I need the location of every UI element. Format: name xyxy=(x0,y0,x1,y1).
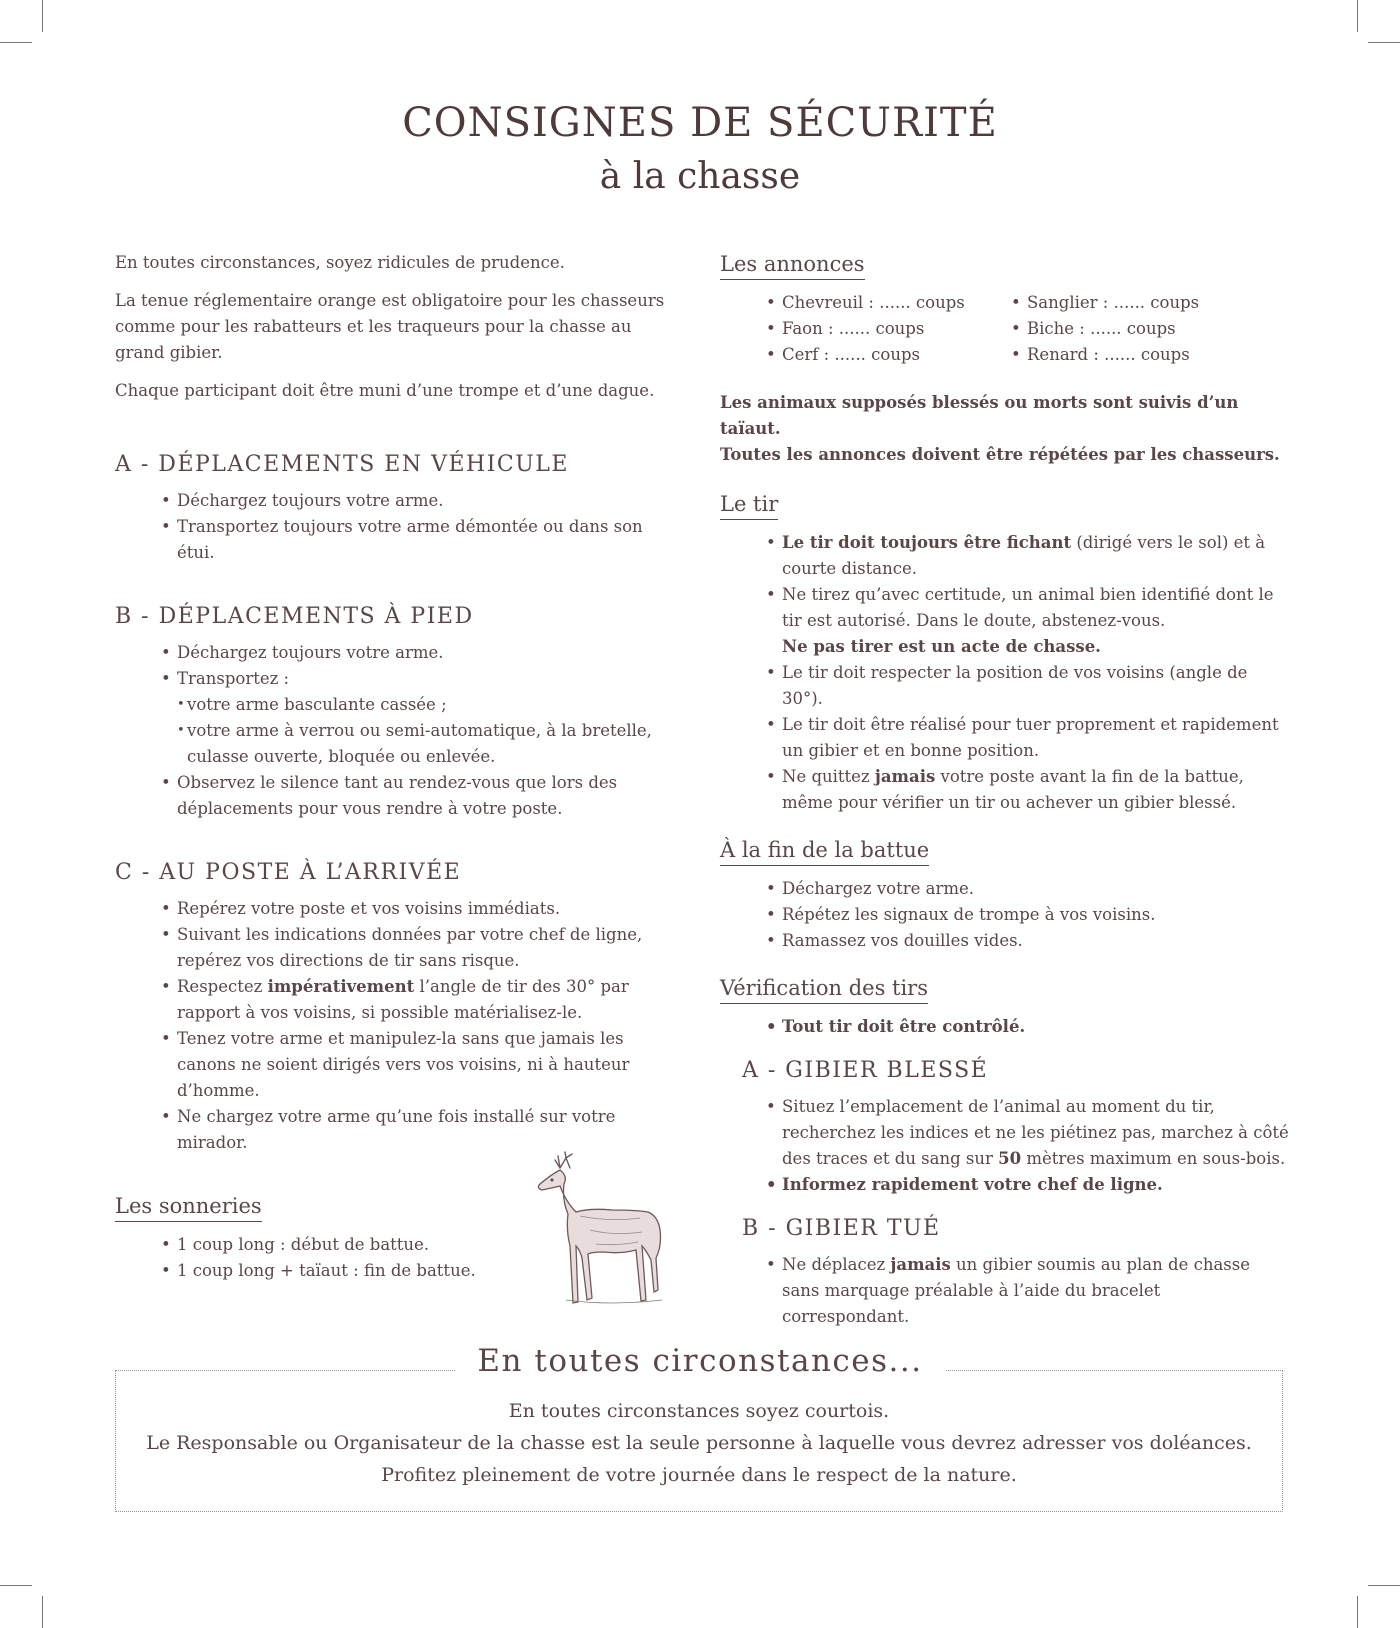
footer-line: Le Responsable ou Organisateur de la chasse est la seule personne à laquelle vous devrez adresser vos doléances. xyxy=(146,1432,1252,1454)
text-run-bold: 50 xyxy=(998,1149,1022,1168)
list-item xyxy=(160,974,685,1026)
intro xyxy=(115,250,685,404)
section-c-heading: C - AU POSTE À L’ARRIVÉE xyxy=(115,860,462,885)
list-item: • 1 coup long + taïaut : fin de battue. xyxy=(160,1258,685,1284)
list-item: • Déchargez toujours votre arme. xyxy=(160,488,685,514)
text-run: mètres maximum en sous-bois. xyxy=(1021,1149,1286,1168)
annonces-notes xyxy=(720,390,1290,468)
title-line2: à la chasse xyxy=(599,156,801,197)
sub-list xyxy=(177,692,685,770)
list-item: • 1 coup long : début de battue. xyxy=(160,1232,685,1258)
intro-paragraph: Chaque participant doit être muni d’une trompe et d’une dague. xyxy=(115,381,655,400)
footer-title-text: En toutes circonstances... xyxy=(455,1343,944,1379)
list-item: • Chevreuil : ...... coups xyxy=(765,290,1010,316)
section-a-heading: A - DÉPLACEMENTS EN VÉHICULE xyxy=(115,452,569,477)
title-line1: CONSIGNES DE SÉCURITÉ xyxy=(402,100,998,146)
annonces-col2 xyxy=(1010,290,1199,368)
tir-list xyxy=(720,530,1290,816)
crop-mark xyxy=(42,0,43,32)
section-b-list xyxy=(115,640,685,822)
deer-illustration xyxy=(530,1150,680,1310)
footer-line: En toutes circonstances soyez courtois. xyxy=(508,1400,890,1422)
list-item: • Ramassez vos douilles vides. xyxy=(765,928,1290,954)
text-run-bold: impérativement xyxy=(267,977,415,996)
annonces-grid xyxy=(720,290,1290,368)
annonces-note: Les animaux supposés blessés ou morts sont suivis d’un taïaut. xyxy=(720,393,1239,438)
sonneries-heading: Les sonneries xyxy=(115,1192,262,1222)
list-item: • Sanglier : ...... coups xyxy=(1010,290,1199,316)
crop-mark xyxy=(1357,1596,1358,1628)
list-item: • Tenez votre arme et manipulez-la sans que jamais les canons ne soient dirigés vers vos voisins, ni à hauteur d’homme. xyxy=(160,1026,685,1104)
sub-list-item: • votre arme basculante cassée ; xyxy=(177,692,685,718)
list-item: • Transportez toujours votre arme démontée ou dans son étui. xyxy=(160,514,685,566)
crop-mark xyxy=(0,1585,32,1586)
verification-list xyxy=(720,1014,1290,1040)
tir-heading: Le tir xyxy=(720,490,778,520)
left-column xyxy=(115,250,685,1284)
footer-lines xyxy=(115,1395,1283,1491)
fin-battue-heading: À la fin de la battue xyxy=(720,836,929,866)
list-item: • Déchargez votre arme. xyxy=(765,876,1290,902)
crop-mark xyxy=(1357,0,1358,32)
gibier-tue-heading: B - GIBIER TUÉ xyxy=(742,1216,941,1241)
list-item: • Biche : ...... coups xyxy=(1010,316,1199,342)
text-run: votre poste avant la fin de la battue, même pour vérifier un tir ou achever un gibier blessé. xyxy=(782,767,1244,812)
list-item: • Renard : ...... coups xyxy=(1010,342,1199,368)
intro-paragraph: En toutes circonstances, soyez ridicules de prudence. xyxy=(115,253,565,272)
text-run: Respectez xyxy=(177,977,268,996)
list-item xyxy=(765,582,1290,660)
text-run: Situez l’emplacement de l’animal au moment du tir, recherchez les indices et ne les piétinez pas, marchez à côté des traces et du sang sur xyxy=(782,1097,1289,1168)
list-item xyxy=(765,530,1290,582)
list-item: • Repérez votre poste et vos voisins immédiats. xyxy=(160,896,685,922)
gibier-tue-list xyxy=(720,1252,1290,1330)
text-run: Ne déplacez xyxy=(782,1255,891,1274)
fin-battue-section xyxy=(720,836,1290,866)
list-item xyxy=(765,764,1290,816)
deer-body-shape xyxy=(538,1170,660,1303)
annonces-note: Toutes les annonces doivent être répétées par les chasseurs. xyxy=(720,445,1280,464)
list-item: • Informez rapidement votre chef de ligne. xyxy=(765,1172,1290,1198)
intro-paragraph: La tenue réglementaire orange est obligatoire pour les chasseurs comme pour les rabatteurs et les traqueurs pour la chasse au grand gibier. xyxy=(115,291,665,362)
section-b-heading: B - DÉPLACEMENTS À PIED xyxy=(115,604,474,629)
annonces-col1 xyxy=(765,290,1010,368)
list-item: • Le tir doit respecter la position de vos voisins (angle de 30°). xyxy=(765,660,1290,712)
list-item: • Observez le silence tant au rendez-vous que lors des déplacements pour vous rendre à votre poste. xyxy=(160,770,685,822)
list-item: • Déchargez toujours votre arme. xyxy=(160,640,685,666)
sub-list-item: • votre arme à verrou ou semi-automatique, à la bretelle, culasse ouverte, bloquée ou enlevée. xyxy=(177,718,685,770)
text-run: l’angle de tir des 30° par rapport à vos voisins, si possible matérialisez-le. xyxy=(177,977,629,1022)
text-run: un gibier soumis au plan de chasse sans marquage préalable à l’aide du bracelet correspondant. xyxy=(782,1255,1250,1326)
text-run: Ne quittez xyxy=(782,767,875,786)
footer-title xyxy=(0,1343,1400,1379)
verification-section xyxy=(720,974,1290,1004)
text-run-bold: Le tir doit toujours être fichant xyxy=(782,533,1072,552)
list-item: • Tout tir doit être contrôlé. xyxy=(765,1014,1290,1040)
section-c-list xyxy=(115,896,685,1156)
fin-battue-list xyxy=(720,876,1290,954)
section-a-list xyxy=(115,488,685,566)
gibier-blesse-heading: A - GIBIER BLESSÉ xyxy=(742,1058,989,1083)
list-item xyxy=(160,666,685,770)
list-item: • Ne chargez votre arme qu’une fois installé sur votre mirador. xyxy=(160,1104,685,1156)
text-run-bold: Ne pas tirer est un acte de chasse. xyxy=(782,637,1101,656)
footer-line: Profitez pleinement de votre journée dans le respect de la nature. xyxy=(381,1464,1017,1486)
text-run-bold: jamais xyxy=(890,1255,951,1274)
list-item-text: Transportez : xyxy=(177,669,290,688)
list-item: • Faon : ...... coups xyxy=(765,316,1010,342)
text-run: Ne tirez qu’avec certitude, un animal bien identifié dont le tir est autorisé. Dans le doute, abstenez-vous. xyxy=(782,585,1274,630)
right-column xyxy=(720,250,1290,1330)
list-item: • Répétez les signaux de trompe à vos voisins. xyxy=(765,902,1290,928)
text-run-bold: jamais xyxy=(874,767,936,786)
text-run: (dirigé vers le sol) et à courte distance. xyxy=(782,533,1266,578)
list-item: • Suivant les indications données par votre chef de ligne, repérez vos directions de tir sans risque. xyxy=(160,922,685,974)
crop-mark xyxy=(0,42,32,43)
list-item: • Cerf : ...... coups xyxy=(765,342,1010,368)
crop-mark xyxy=(1368,42,1400,43)
page-title xyxy=(0,100,1400,197)
list-item: • Le tir doit être réalisé pour tuer proprement et rapidement un gibier et en bonne position. xyxy=(765,712,1290,764)
verification-heading: Vérification des tirs xyxy=(720,974,928,1004)
crop-mark xyxy=(42,1596,43,1628)
list-item xyxy=(765,1252,1290,1330)
list-item xyxy=(765,1094,1290,1172)
annonces-heading: Les annonces xyxy=(720,250,865,280)
tir-section xyxy=(720,490,1290,520)
crop-mark xyxy=(1368,1585,1400,1586)
gibier-blesse-list xyxy=(720,1094,1290,1198)
